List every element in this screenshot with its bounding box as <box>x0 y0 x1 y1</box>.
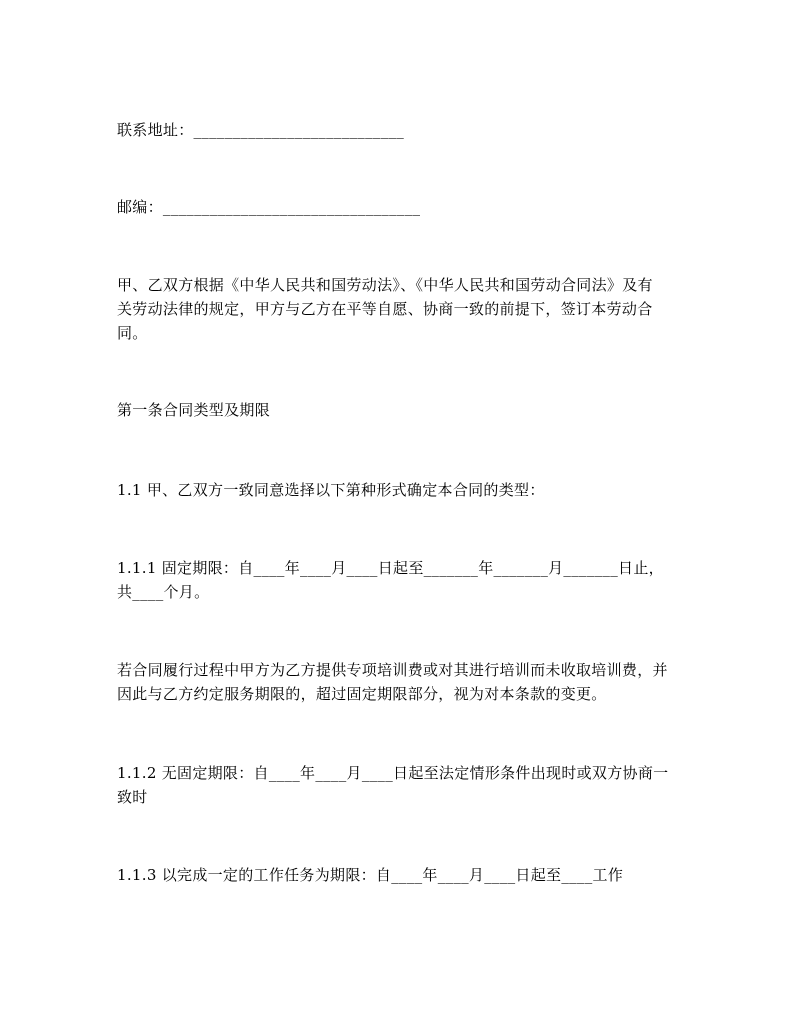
clause-1-1-2-line-1: 1.1.2 无固定期限：自____年____月____日起至法定情形条件出现时或双方协商一 <box>117 764 669 782</box>
intro-line-2: 关劳动法律的规定，甲方与乙方在平等自愿、协商一致的前提下，签订本劳动合 <box>117 300 653 318</box>
intro-line-1: 甲、乙双方根据《中华人民共和国劳动法》、《中华人民共和国劳动合同法》及有 <box>117 276 653 294</box>
clause-1-1 <box>117 478 677 502</box>
training-paragraph <box>117 658 677 706</box>
training-line-1: 若合同履行过程中甲方为乙方提供专项培训费或对其进行培训而未收取培训费，并 <box>117 661 668 679</box>
clause-1-1-text: 1.1 甲、乙双方一致同意选择以下第种形式确定本合同的类型： <box>117 481 545 499</box>
clause-1-1-3-text: 1.1.3 以完成一定的工作任务为期限：自____年____月____日起至____工作 <box>117 866 624 884</box>
intro-paragraph <box>117 273 677 345</box>
article-1-title <box>117 398 677 422</box>
clause-1-1-1-line-2: 共____个月。 <box>117 583 210 601</box>
clause-1-1-1-line-1: 1.1.1 固定期限：自____年____月____日起至_______年_______月_______日止， <box>117 559 664 577</box>
postcode-line <box>117 195 677 219</box>
clause-1-1-2-line-2: 致时 <box>117 788 148 806</box>
contact-address-text: 联系地址：___________________________ <box>117 121 405 139</box>
clause-1-1-1 <box>117 556 677 604</box>
clause-1-1-2 <box>117 761 677 809</box>
postcode-text: 邮编：_________________________________ <box>117 198 421 216</box>
training-line-2: 因此与乙方约定服务期限的，超过固定期限部分，视为对本条款的变更。 <box>117 685 607 703</box>
clause-1-1-3 <box>117 863 677 887</box>
article-1-title-text: 第一条合同类型及期限 <box>117 401 271 419</box>
intro-line-3: 同。 <box>117 324 148 342</box>
contact-address-line <box>117 118 677 142</box>
